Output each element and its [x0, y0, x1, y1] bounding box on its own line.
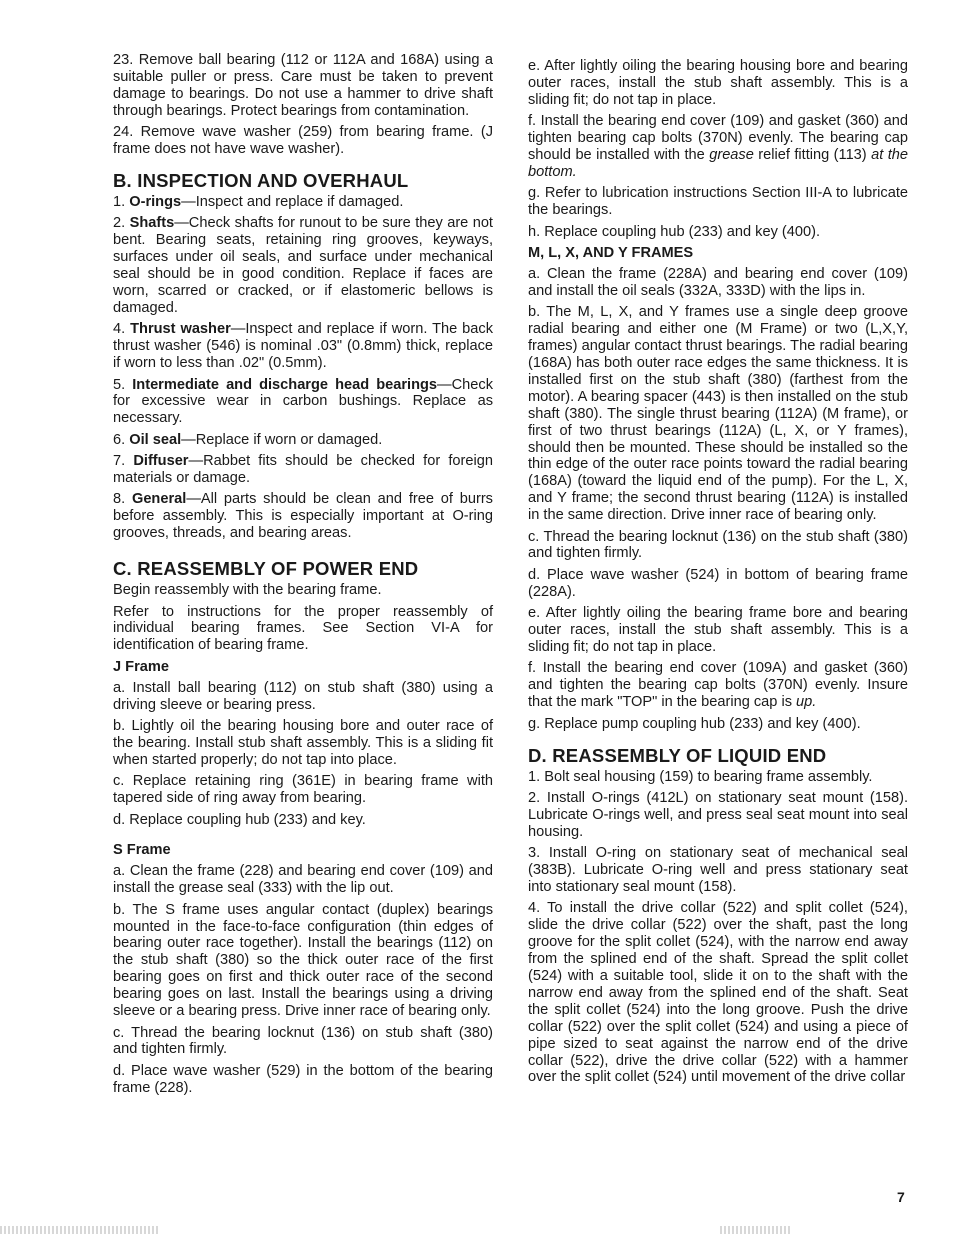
s-frame-heading: S Frame — [113, 842, 171, 859]
mlxy-frames-heading: M, L, X, AND Y FRAMES — [528, 245, 694, 262]
j-frame-heading: J Frame — [113, 658, 169, 675]
inspection-item-8: 8. General—All parts should be clean and free of burrs before assembly. This is especially important at O-ring grooves, threads, and bearing areas. — [113, 491, 493, 542]
mlxy-step-g: g. Replace pump coupling hub (233) and key (400). — [528, 715, 861, 732]
step-23: 23. Remove ball bearing (112 or 112A and 168A) using a suitable puller or press. Care must be taken to prevent damage to bearings. Do not use a hammer to drive shaft through bearings. Protect bearings from contamination. — [113, 52, 493, 119]
page-number: 7 — [897, 1189, 905, 1205]
mlxy-step-a: a. Clean the frame (228A) and bearing end cover (109) and install the oil seals (332A, 333D) with the lips in. — [528, 265, 908, 299]
s-frame-step-b: b. The S frame uses angular contact (duplex) bearings mounted in the face-to-face configuration (thin edges of bearing outer race together). Install the bearings (112) on the stub shaft (380) so the thick outer race of the first bearing goes on first and thick outer race of the second bearing goes on last. Install the bearings using a driving sleeve or a bearing press. Drive inner race of bearing only. — [113, 901, 493, 1020]
mlxy-step-d: d. Place wave washer (524) in bottom of bearing frame (228A). — [528, 566, 908, 600]
section-c-heading: C. REASSEMBLY OF POWER END — [113, 558, 419, 580]
s-frame-step-d: d. Place wave washer (529) in the bottom of the bearing frame (228). — [113, 1062, 493, 1096]
mlxy-step-c: c. Thread the bearing locknut (136) on the stub shaft (380) and tighten firmly. — [528, 528, 908, 562]
s-frame-step-g: g. Refer to lubrication instructions Section III-A to lubricate the bearings. — [528, 185, 908, 219]
reassembly-intro-1: Begin reassembly with the bearing frame. — [113, 582, 382, 599]
j-frame-step-c: c. Replace retaining ring (361E) in bearing frame with tapered side of ring away from bearing. — [113, 773, 493, 807]
s-frame-step-a: a. Clean the frame (228) and bearing end cover (109) and install the grease seal (333) with the lip out. — [113, 863, 493, 897]
s-frame-step-e: e. After lightly oiling the bearing housing bore and bearing outer races, install the stub shaft assembly. This is a sliding fit; do not tap in place. — [528, 58, 908, 108]
inspection-item-1: 1. O-rings—Inspect and replace if damaged. — [113, 193, 404, 210]
mlxy-step-e: e. After lightly oiling the bearing frame bore and bearing outer races, install the stub shaft assembly. This is a sliding fit; do not tap in place. — [528, 605, 908, 655]
j-frame-step-b: b. Lightly oil the bearing housing bore and outer race of the bearing. Install stub shaft assembly. This is a sliding fit when started properly; do not tap into place. — [113, 718, 493, 768]
inspection-item-2: 2. Shafts—Check shafts for runout to be sure they are not bent. Bearing seats, retaining ring grooves, keyways, surfaces under oil seals, and surface under mechanical seal should be in good condition. Replace if faces are worn, scarred or cracked, or if elastomeric bellows is damaged. — [113, 215, 493, 316]
section-b-heading: B. INSPECTION AND OVERHAUL — [113, 169, 409, 191]
left-column — [113, 52, 493, 1101]
scan-artifact — [0, 1226, 160, 1234]
inspection-item-5: 5. Intermediate and discharge head bearings—Check for excessive wear in carbon bushings. Replace as necessary. — [113, 376, 493, 427]
section-d-heading: D. REASSEMBLY OF LIQUID END — [528, 744, 827, 766]
liquid-end-step-3: 3. Install O-ring on stationary seat of mechanical seal (383B). Lubricate O-ring well and press stationary seat into stationary seal mount (158). — [528, 845, 908, 895]
right-column — [528, 58, 908, 1091]
inspection-item-7: 7. Diffuser—Rabbet fits should be checked for foreign materials or damage. — [113, 453, 493, 487]
mlxy-step-f: f. Install the bearing end cover (109A) and gasket (360) and tighten the bearing cap bolts (370N) evenly. Insure that the mark "TOP" in the bearing cap is up. — [528, 660, 908, 711]
reassembly-intro-2: Refer to instructions for the proper reassembly of individual bearing frames. See Section VI-A for identification of bearing frame. — [113, 603, 493, 654]
scan-artifact — [720, 1226, 790, 1234]
liquid-end-step-1: 1. Bolt seal housing (159) to bearing frame assembly. — [528, 768, 873, 785]
inspection-item-6: 6. Oil seal—Replace if worn or damaged. — [113, 431, 383, 448]
liquid-end-step-2: 2. Install O-rings (412L) on stationary seat mount (158). Lubricate O-rings well, and press seal seat mount into seal housing. — [528, 789, 908, 840]
mlxy-step-b: b. The M, L, X, and Y frames use a single deep groove radial bearing and either one (M Frame) or two (L,X,Y, frames) angular contact thrust bearings. The radial bearing (168A) has both outer race edges the same thickness. It is installed first on the stub shaft (380) (farthest from the motor). A bearing spacer (443) is then installed on the stub shaft (380). The single thrust bearing (112A) (M frame), or first of two thrust bearings (112A) (L, X, or Y frames), should then be mounted. These should be installed so the thin edge of the outer race points toward the radial bearing (168A) (toward the liquid end of the pump). For the L, X, and Y frame; the second thrust bearing (112A) is installed in the same direction. Drive inner race of bearing only. — [528, 304, 908, 524]
s-frame-step-h: h. Replace coupling hub (233) and key (400). — [528, 223, 821, 240]
s-frame-step-c: c. Thread the bearing locknut (136) on stub shaft (380) and tighten firmly. — [113, 1024, 493, 1058]
liquid-end-step-4: 4. To install the drive collar (522) and split collet (524), slide the drive collar (522) over the shaft, past the long groove for the split collet (524), with the narrow end away from the splined end of the shaft. Spread the split collet (524) with a suitable tool, slide it on to the shaft with the narrow end away from the splined end of the shaft. Seat the split collet (524) into the long groove. Push the drive collar (522) over the split collet (524) and using a piece of pipe sized to seat against the narrow end of the drive collar (522), drive the drive collar (522) with a hammer over the split collet (524) until movement of the drive collar — [528, 900, 908, 1086]
inspection-item-4: 4. Thrust washer—Inspect and replace if worn. The back thrust washer (546) is nominal .03" (0.8mm) thick, replace if worn to less than .02" (0.5mm). — [113, 321, 493, 372]
j-frame-step-a: a. Install ball bearing (112) on stub shaft (380) using a driving sleeve or bearing press. — [113, 679, 493, 713]
j-frame-step-d: d. Replace coupling hub (233) and key. — [113, 811, 366, 828]
s-frame-step-f: f. Install the bearing end cover (109) and gasket (360) and tighten bearing cap bolts (370N) evenly. The bearing cap should be installed with the grease relief fitting (113) at the bottom. — [528, 113, 909, 180]
step-24: 24. Remove wave washer (259) from bearing frame. (J frame does not have wave washer). — [113, 124, 493, 158]
